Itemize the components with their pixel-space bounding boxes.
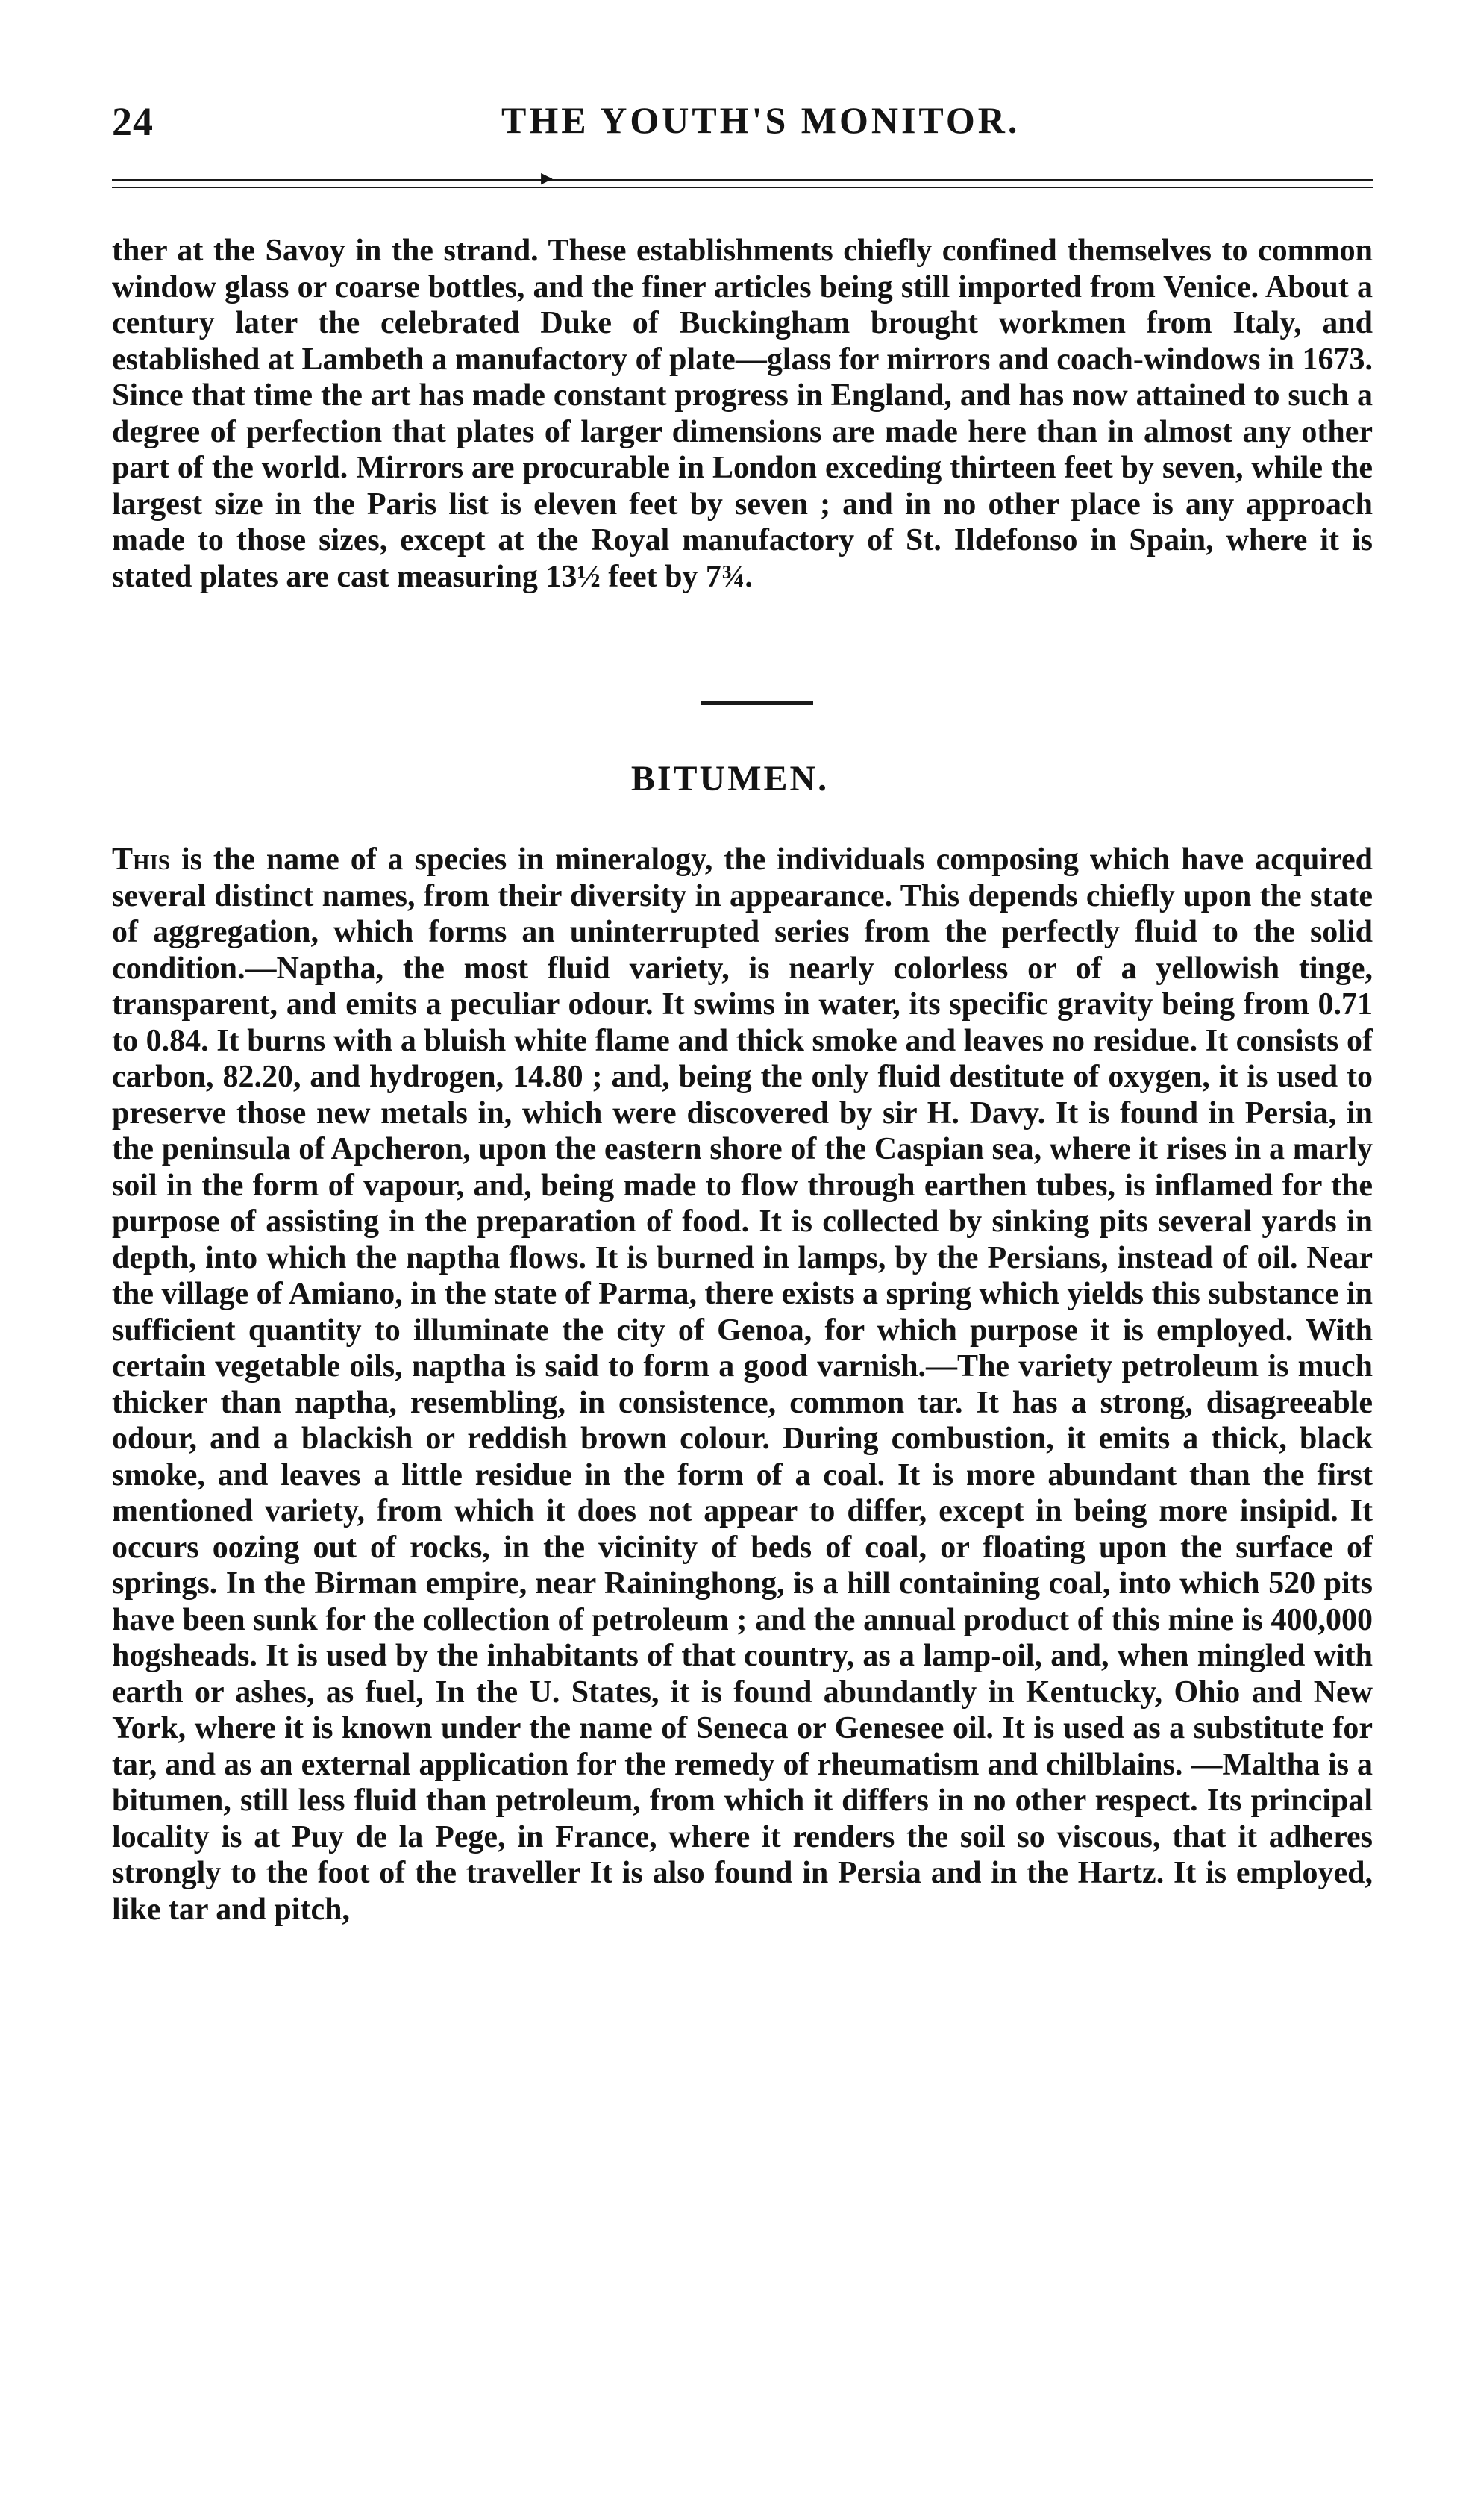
section-title: BITUMEN.	[630, 759, 830, 798]
header-rule-thin	[112, 187, 1373, 188]
paragraph-bitumen-body: is the name of a species in mineralogy, the individuals composing which have acquired several distinct names, from their diversity in appearance. This depends chiefly upon the state of aggregation, which forms an uninterrupted series from the perfectly fluid to the solid condition.—Naptha, the most fluid variety, is nearly colorless or of a yellowish tinge, transparent, and emits a peculiar odour. It swims in water, its specific gravity being from 0.71 to 0.84. It burns with a bluish white flame and thick smoke and leaves no residue. It consists of carbon, 82.20, and hydrogen, 14.80 ; and, being the only fluid destitute of oxygen, it is used to preserve those new metals in, which were discovered by sir H. Davy. It is found in Persia, in the peninsula of Apcheron, upon the eastern shore of the Caspian sea, where it rises in a marly soil in the form of vapour, and, being made to flow through earthen tubes, is inflamed for the purpose of assisting in the preparation of food. It is collected by sinking pits several yards in depth, into which the naptha flows. It is burned in lamps, by the Persians, instead of oil. Near the village of Amiano, in the state of Parma, there exists a spring which yields this substance in sufficient quantity to illuminate the city of Genoa, for which purpose it is employed. With certain vegetable oils, naptha is said to form a good varnish.—The variety petroleum is much thicker than naptha, resembling, in consistence, common tar. It has a strong, disagreeable odour, and a blackish or reddish brown colour. During combustion, it emits a thick, black smoke, and leaves a little residue in the form of a coal. It is more abundant than the first mentioned variety, from which it does not appear to differ, except in being more insipid. It occurs oozing out of rocks, in the vicinity of beds of coal, or floating upon the surface of springs. In the Birman empire, near Raininghong, is a hill containing coal, into which 520 pits have been sunk for the collection of petroleum ; and the annual product of this mine is 400,000 hogsheads. It is used by the inhabitants of that country, as a lamp-oil, and, when mingled with earth or ashes, as fuel, In the U. States, it is found abundantly in Kentucky, Ohio and New York, where it is known under the name of Seneca or Genesee oil. It is used as a substitute for tar, and as an external application for the remedy of rheumatism and chilblains. —Maltha is a bitumen, still less fluid than petroleum, from which it differs in no other respect. Its principal locality is at Puy de la Pege, in France, where it renders the soil so viscous, that it adheres strongly to the foot of the traveller It is also found in Persia and in the Hartz. It is employed, like tar and pitch,	[112, 842, 1373, 1927]
paragraph-bitumen	[112, 842, 1373, 1927]
header-rule	[112, 179, 1373, 181]
section-divider	[701, 701, 813, 705]
page-number: 24	[112, 99, 154, 144]
drop-word: This	[112, 842, 170, 877]
rule-ornament-icon: ►	[537, 167, 557, 189]
running-title: THE YOUTH'S MONITOR.	[501, 99, 1021, 141]
paragraph-glass-manufacture: ther at the Savoy in the strand. These establishments chiefly confined themselves to common window glass or coarse bottles, and the finer articles being still imported from Venice. About a century later the celebrated Duke of Buckingham brought workmen from Italy, and established at Lambeth a manufactory of plate—glass for mirrors and coach-windows in 1673. Since that time the art has made constant progress in England, and has now attained to such a degree of perfection that plates of larger dimensions are made here than in almost any other part of the world. Mirrors are procurable in London exceding thirteen feet by seven, while the largest size in the Paris list is eleven feet by seven ; and in no other place is any approach made to those sizes, except at the Royal manufactory of St. Ildefonso in Spain, where it is stated plates are cast measuring 13½ feet by 7¾.	[112, 234, 1373, 594]
